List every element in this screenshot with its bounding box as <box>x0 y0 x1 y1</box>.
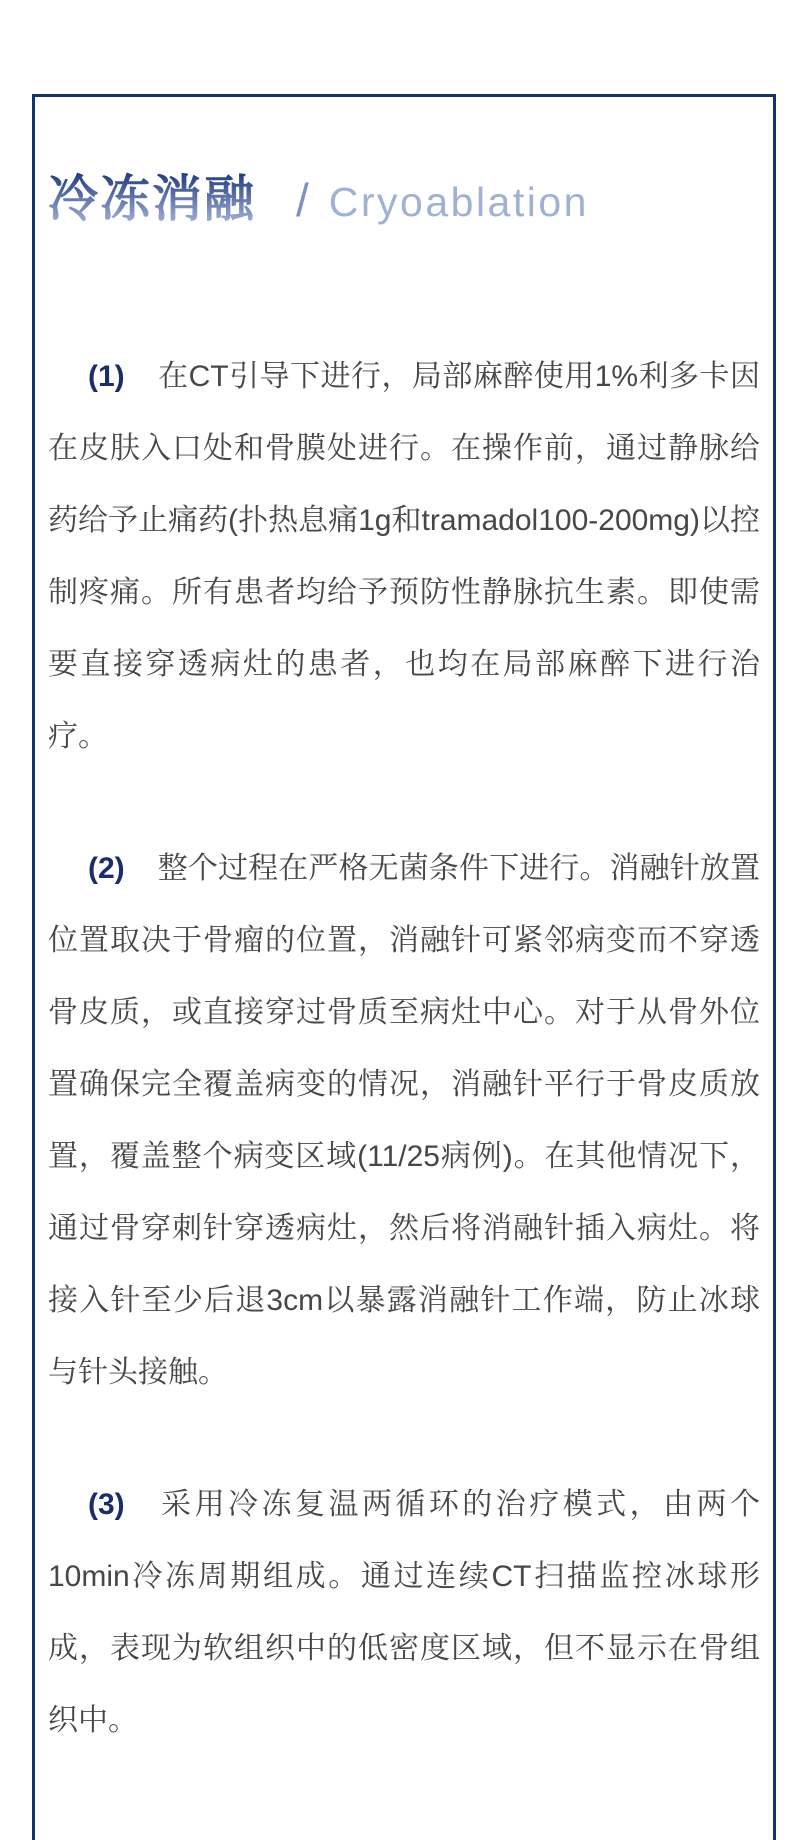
paragraph-1-number: (1) <box>88 360 125 393</box>
section-title-english: Cryoablation <box>328 179 589 225</box>
section-title-chinese: 冷冻消融 <box>48 159 256 231</box>
paragraph-3 <box>48 1469 760 1757</box>
content-card <box>32 94 776 1840</box>
paragraph-2-text: 整个过程在严格无菌条件下进行。消融针放置位置取决于骨瘤的位置，消融针可紧邻病变而不穿透骨皮质，或直接穿过骨质至病灶中心。对于从骨外位置确保完全覆盖病变的情况，消融针平行于骨皮质放置，覆盖整个病变区域(11/25病例)。在其他情况下，通过骨穿刺针穿透病灶，然后将消融针插入病灶。将接入针至少后退3cm以暴露消融针工作端，防止冰球与针头接触。 <box>48 852 760 1389</box>
section-header <box>48 159 760 231</box>
paragraph-1-text: 在CT引导下进行，局部麻醉使用1%利多卡因在皮肤入口处和骨膜处进行。在操作前，通过静脉给药给予止痛药(扑热息痛1g和tramadol100-200mg)以控制疼痛。所有患者均给予预防性静脉抗生素。即使需要直接穿透病灶的患者，也均在局部麻醉下进行治疗。 <box>48 360 760 753</box>
paragraph-3-text: 采用冷冻复温两循环的治疗模式，由两个10min冷冻周期组成。通过连续CT扫描监控冰球形成，表现为软组织中的低密度区域，但不显示在骨组织中。 <box>48 1488 760 1737</box>
paragraph-1 <box>48 341 760 773</box>
paragraph-2 <box>48 833 760 1409</box>
paragraph-3-number: (3) <box>88 1488 125 1521</box>
article-body <box>48 341 760 1757</box>
paragraph-2-number: (2) <box>88 852 125 885</box>
title-separator-slash: / <box>296 174 309 226</box>
